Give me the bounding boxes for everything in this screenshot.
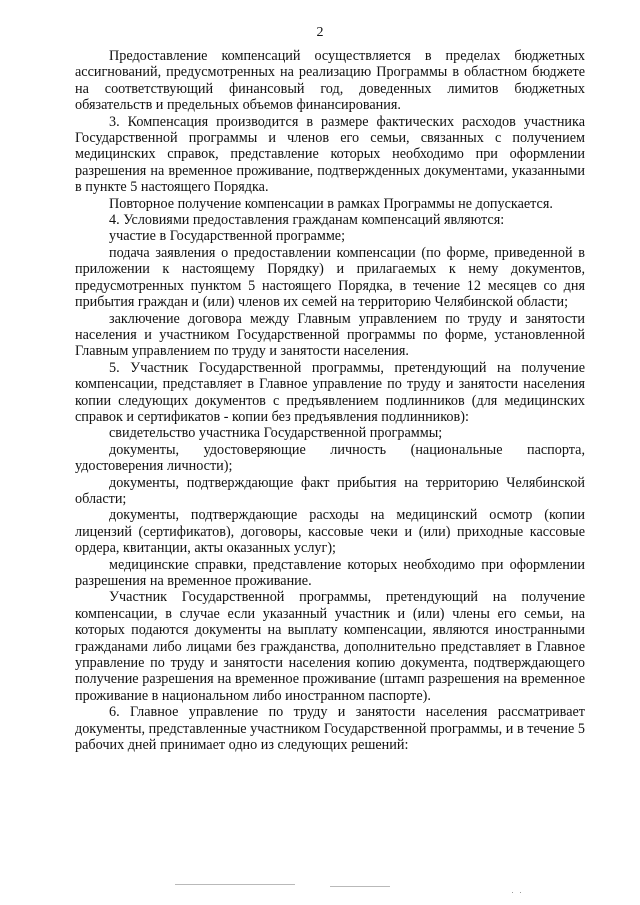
scan-artifact-line (175, 884, 295, 885)
paragraph-foreign-participant: Участник Государственной программы, претендующий на получение компенсации, в случае если указанный участник и (или) члены его семьи, на которых подаются документы на выплату компенсации, являются иностранными гражданами либо лицами без гражданства, дополнительно представляет в Главное управление по труду и занятости населения копию документа, подтверждающего получение разрешения на временное проживание (штамп разрешения на временное проживание в национальном либо иностранном паспорте). (75, 589, 585, 704)
paragraph-item-5-documents: 5. Участник Государственной программы, претендующий на получение компенсации, представляет в Главное управление по труду и занятости населения копии следующих документов с предъявлением подлинников (для медицинских справок и сертификатов - копии без предъявления подлинников): (75, 359, 585, 425)
paragraph-condition-application: подача заявления о предоставлении компенсации (по форме, приведенной в приложении к настоящему Порядку) и прилагаемых к нему документов, предусмотренных пунктом 5 настоящего Порядка, в течение 12 месяцев со дня прибытия граждан и (или) членов их семей на территорию Челябинской области; (75, 244, 585, 311)
scan-artifact-dot (512, 892, 513, 893)
scan-artifact-line (330, 886, 390, 887)
scan-artifact-dot (520, 892, 521, 893)
page-number: 2 (316, 25, 324, 40)
paragraph-doc-identity: документы, удостоверяющие личность (национальные паспорта, удостоверения личности); (75, 441, 585, 475)
paragraph-doc-expenses: документы, подтверждающие расходы на медицинский осмотр (копии лицензий (сертификатов), договоры, кассовые чеки и (или) приходные кассовые ордера, квитанции, акты оказанных услуг); (75, 507, 585, 557)
document-body (75, 48, 585, 753)
paragraph-doc-certificate: свидетельство участника Государственной программы; (109, 425, 443, 442)
paragraph-item-4-conditions: 4. Условиями предоставления гражданам компенсаций являются: (109, 212, 505, 229)
paragraph-financing-limits: Предоставление компенсаций осуществляется в пределах бюджетных ассигнований, предусмотренных на реализацию Программы в областном бюджете на соответствующий финансовый год, доведенных лимитов бюджетных обязательств и предельных объемов финансирования. (75, 48, 585, 114)
paragraph-doc-arrival: документы, подтверждающие факт прибытия на территорию Челябинской области; (75, 474, 585, 507)
paragraph-no-repeat-compensation: Повторное получение компенсации в рамках Программы не допускается. (109, 195, 553, 212)
paragraph-doc-medical: медицинские справки, представление которых необходимо при оформлении разрешения на временное проживание. (75, 556, 585, 589)
paragraph-item-3-compensation-amount: 3. Компенсация производится в размере фактических расходов участника Государственной программы и членов его семьи, связанных с получением медицинских справок, представление которых необходимо при оформлении разрешения на временное проживание, подтвержденных документами, указанными в пункте 5 настоящего Порядка. (75, 113, 585, 196)
paragraph-condition-contract: заключение договора между Главным управлением по труду и занятости населения и участником Государственной программы по форме, установленной Главным управлением по труду и занятости населения. (75, 310, 585, 360)
paragraph-item-6-review: 6. Главное управление по труду и занятости населения рассматривает документы, представленные участником Государственной программы, и в течение 5 рабочих дней принимает одно из следующих решений: (75, 704, 585, 754)
paragraph-condition-participation: участие в Государственной программе; (109, 228, 346, 245)
